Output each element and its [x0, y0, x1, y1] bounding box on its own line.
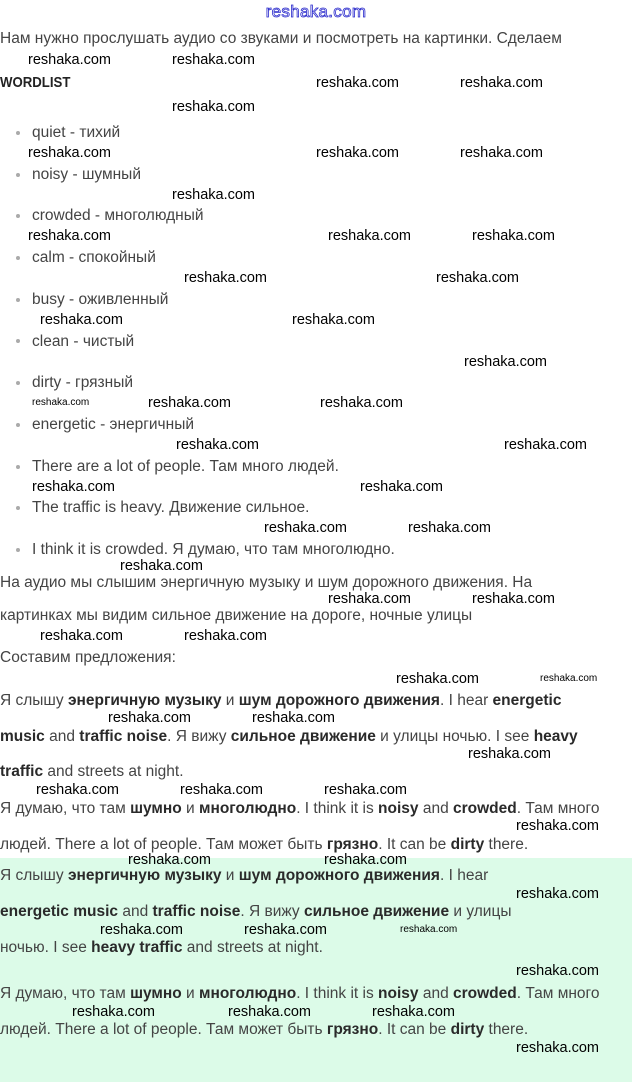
watermark: reshaka.com: [360, 479, 444, 495]
watermark: reshaka.com: [316, 75, 400, 91]
watermark: reshaka.com: [504, 437, 588, 453]
text-segment: и улицы ночью. I see: [0, 903, 512, 956]
wordlist-title: WORDLIST: [0, 74, 71, 91]
watermark: reshaka.com: [244, 922, 328, 938]
text-segment: . Я вижу: [240, 903, 304, 920]
watermark: reshaka.com: [516, 818, 600, 834]
watermark: reshaka.com: [128, 852, 212, 868]
wordlist-item: [16, 416, 194, 434]
wordlist-item: [16, 291, 168, 309]
watermark: reshaka.com: [320, 395, 404, 411]
answer-paragraph: [0, 858, 560, 966]
wordlist-item: [16, 541, 395, 559]
watermark: reshaka.com: [400, 924, 458, 935]
bold-phrase: шумно: [130, 800, 182, 817]
text-segment: и улицы ночью. I see: [375, 727, 534, 745]
text-segment: . It can be: [378, 835, 451, 853]
wordlist-item: [16, 333, 134, 351]
text-segment: и: [181, 985, 199, 1002]
watermark: reshaka.com: [108, 710, 192, 726]
bold-phrase: грязно: [326, 1021, 379, 1038]
watermark: reshaka.com: [28, 52, 112, 68]
watermark: reshaka.com: [468, 746, 552, 762]
text-segment: и: [221, 867, 239, 884]
watermark: reshaka.com: [372, 1004, 456, 1020]
watermark: reshaka.com: [472, 591, 556, 607]
wordlist-item: [16, 249, 156, 267]
text-segment: . Там много людей. There a lot of people. Там может быть: [0, 985, 600, 1038]
wordlist-item: [16, 124, 120, 142]
watermark: reshaka.com: [172, 187, 256, 203]
wordlist-item-text: quiet - тихий: [32, 124, 121, 141]
watermark: reshaka.com: [252, 710, 336, 726]
bullet-icon: [16, 381, 20, 385]
text-segment: . I think it is: [296, 800, 379, 817]
text-segment: Я слышу: [0, 692, 68, 709]
text-segment: and: [44, 727, 80, 745]
bullet-icon: [16, 548, 20, 552]
watermark: reshaka.com: [460, 75, 544, 91]
bullet-icon: [16, 214, 20, 218]
wordlist-item: [16, 499, 309, 517]
wordlist-item: [16, 374, 133, 392]
bullet-icon: [16, 506, 20, 510]
wordlist-item-text: I think it is crowded. Я думаю, что там многолюдно.: [32, 541, 395, 558]
audio-line-1: На аудио мы слышим энергичную музыку и шум дорожного движения. На: [0, 574, 533, 591]
wordlist-item-text: energetic - энергичный: [32, 415, 194, 433]
watermark: reshaka.com: [472, 228, 556, 244]
watermark: reshaka.com: [516, 1040, 600, 1056]
wordlist-item: [16, 458, 339, 476]
watermark: reshaka.com: [36, 782, 120, 798]
watermark: reshaka.com: [32, 397, 90, 408]
watermark: reshaka.com: [328, 591, 412, 607]
watermark: reshaka.com: [436, 270, 520, 286]
watermark: reshaka.com: [328, 228, 412, 244]
watermark: reshaka.com: [228, 1004, 312, 1020]
watermark: reshaka.com: [100, 922, 184, 938]
watermark: reshaka.com: [460, 145, 544, 161]
watermark: reshaka.com: [324, 782, 408, 798]
bullet-icon: [16, 339, 20, 343]
watermark: reshaka.com: [180, 782, 264, 798]
bullet-icon: [16, 465, 20, 469]
bold-phrase: energetic music: [0, 692, 562, 745]
watermark: reshaka.com: [516, 886, 600, 902]
text-segment: . It can be: [378, 1021, 451, 1038]
wordlist-item-text: crowded - многолюдный: [32, 207, 204, 225]
bold-phrase: сильное движение: [303, 903, 450, 920]
bold-phrase: многолюдно: [199, 985, 297, 1002]
bold-phrase: грязно: [326, 835, 379, 853]
watermark: reshaka.com: [464, 354, 548, 370]
text-segment: Я слышу: [0, 867, 68, 884]
text-segment: and streets at night.: [182, 939, 323, 956]
bullet-icon: [16, 256, 20, 260]
bold-phrase: heavy traffic: [91, 939, 183, 956]
text-segment: there.: [484, 835, 529, 853]
watermark: reshaka.com: [40, 628, 124, 644]
wordlist-item-text: noisy - шумный: [32, 165, 141, 183]
wordlist-item-text: The traffic is heavy. Движение сильное.: [32, 499, 310, 517]
wordlist-item-text: There are a lot of people. Там много людей.: [32, 457, 339, 475]
watermark: reshaka.com: [396, 671, 480, 687]
bold-phrase: crowded: [453, 985, 517, 1002]
audio-line-2: картинках мы видим сильное движение на дороге, ночные улицы: [0, 607, 473, 624]
watermark: reshaka.com: [184, 270, 268, 286]
text-segment: Я думаю, что там: [0, 985, 131, 1002]
compose-title: Составим предложения:: [0, 649, 176, 666]
watermark: reshaka.com: [176, 437, 260, 453]
bold-phrase: энергичную музыку: [67, 867, 222, 884]
text-segment: . Я вижу: [167, 727, 231, 745]
bullet-icon: [16, 423, 20, 427]
wordlist-item-text: dirty - грязный: [32, 374, 134, 392]
bold-phrase: dirty: [450, 1021, 485, 1038]
bold-phrase: шум дорожного движения: [238, 692, 440, 709]
watermark: reshaka.com: [264, 520, 348, 536]
watermark: reshaka.com: [120, 558, 204, 574]
wordlist-item: [16, 166, 141, 184]
wordlist-item-text: calm - спокойный: [32, 249, 156, 267]
bold-phrase: шумно: [130, 985, 182, 1002]
watermark: reshaka.com: [516, 963, 600, 979]
text-segment: and streets at night.: [43, 763, 184, 780]
watermark: reshaka.com: [148, 395, 232, 411]
watermark: reshaka.com: [408, 520, 492, 536]
bold-phrase: traffic noise: [79, 727, 168, 745]
bullet-icon: [16, 131, 20, 135]
bold-phrase: energetic music: [0, 903, 119, 920]
watermark: reshaka.com: [172, 52, 256, 68]
text-segment: and: [118, 903, 153, 920]
bold-phrase: шум дорожного движения: [238, 867, 440, 884]
wordlist-item: [16, 207, 204, 225]
watermark: reshaka.com: [316, 145, 400, 161]
watermark: reshaka.com: [540, 673, 598, 684]
text-segment: . I hear: [439, 692, 493, 709]
bullet-icon: [16, 298, 20, 302]
watermark: reshaka.com: [184, 628, 268, 644]
text-segment: Я думаю, что там: [0, 800, 131, 817]
bold-phrase: сильное движение: [230, 727, 376, 745]
bold-phrase: noisy: [378, 985, 419, 1002]
bold-phrase: dirty: [450, 835, 485, 853]
bold-phrase: noisy: [378, 800, 419, 817]
bold-phrase: crowded: [453, 800, 517, 817]
bullet-icon: [16, 173, 20, 177]
text-segment: and: [418, 800, 453, 817]
wordlist-item-text: clean - чистый: [32, 332, 135, 350]
text-segment: и: [181, 800, 199, 817]
bold-phrase: traffic noise: [152, 903, 241, 920]
text-segment: и: [221, 692, 239, 709]
intro-text: Нам нужно прослушать аудио со звуками и посмотреть на картинки. Сделаем: [0, 30, 562, 47]
text-segment: . I think it is: [296, 985, 379, 1002]
wordlist-item-text: busy - оживленный: [32, 290, 169, 308]
bold-phrase: энергичную музыку: [67, 692, 222, 709]
watermark: reshaka.com: [32, 479, 116, 495]
site-header[interactable]: reshaka.com: [265, 2, 367, 21]
watermark: reshaka.com: [324, 852, 408, 868]
watermark: reshaka.com: [292, 312, 376, 328]
text-segment: there.: [484, 1021, 529, 1038]
watermark: reshaka.com: [72, 1004, 156, 1020]
text-segment: . Там много людей. There a lot of people. Там может быть: [0, 800, 600, 853]
watermark: reshaka.com: [172, 99, 256, 115]
watermark: reshaka.com: [40, 312, 124, 328]
text-segment: and: [418, 985, 453, 1002]
bold-phrase: heavy traffic: [0, 727, 578, 780]
watermark: reshaka.com: [28, 145, 112, 161]
bold-phrase: многолюдно: [199, 800, 297, 817]
watermark: reshaka.com: [28, 228, 112, 244]
text-segment: . I hear: [439, 867, 489, 884]
sentence-paragraph: [0, 683, 610, 790]
